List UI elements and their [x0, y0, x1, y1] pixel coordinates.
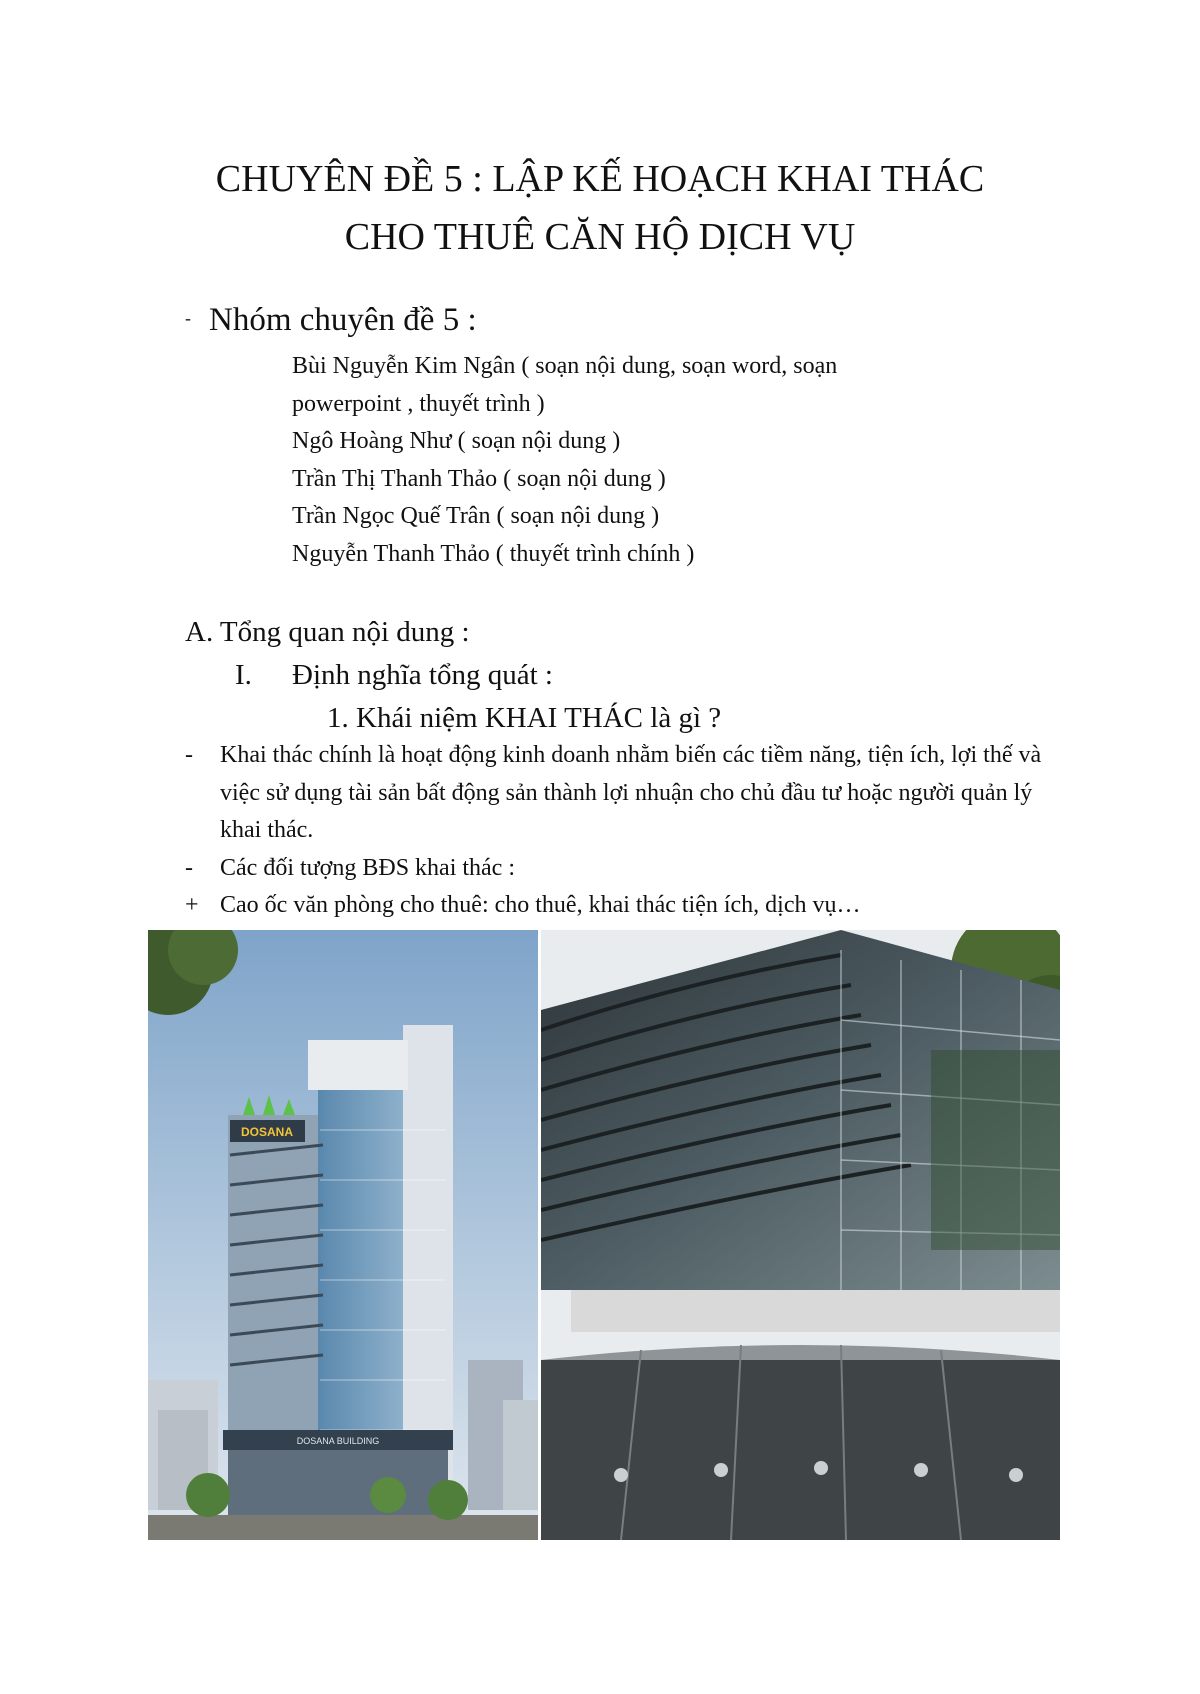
bullet-item — [185, 887, 1065, 925]
bullet-mark: - — [185, 742, 193, 768]
group-heading-text: Nhóm chuyên đề 5 : — [209, 302, 477, 338]
bullet-text: Cao ốc văn phòng cho thuê: cho thuê, khai thác tiện ích, dịch vụ… — [220, 892, 861, 918]
bullet-mark: + — [185, 892, 199, 918]
bullet-text: Các đối tượng BĐS khai thác : — [220, 854, 515, 881]
bullet-item — [185, 850, 1065, 888]
member-line: Trần Ngọc Quế Trân ( soạn nội dung ) — [292, 503, 660, 529]
member-line: Bùi Nguyễn Kim Ngân ( soạn nội dung, soạn word, soạn — [292, 353, 838, 379]
office-tower-photo — [148, 930, 538, 1540]
member-line: Nguyễn Thanh Thảo ( thuyết trình chính ) — [292, 540, 695, 567]
title-line-2: CHO THUÊ CĂN HỘ DỊCH VỤ — [344, 216, 856, 258]
member-line: Ngô Hoàng Như ( soạn nội dung ) — [292, 428, 621, 454]
tower-sign: DOSANA — [240, 1125, 294, 1139]
bullet-mark: - — [185, 854, 193, 881]
glass-facade-icon — [541, 930, 1060, 1540]
group-heading — [185, 300, 477, 344]
bullet-text: Khai thác chính là hoạt động kinh doanh nhằm biến các tiềm năng, tiện ích, lợi thế và việc sử dụng tài sản bất động sản thành lợi nhuận cho chủ đầu tư hoặc người quản lý khai thác. — [220, 742, 1042, 843]
section-1-heading: 1. Khái niệm KHAI THÁC là gì ? — [327, 702, 722, 734]
tower-base-sign: DOSANA BUILDING — [296, 1436, 380, 1446]
title-line-1: CHUYÊN ĐỀ 5 : LẬP KẾ HOẠCH KHAI THÁC — [215, 158, 985, 200]
bullet-list — [185, 737, 1065, 925]
section-i-number: I. — [235, 659, 252, 691]
document-title — [100, 150, 1100, 266]
office-tower-icon — [148, 930, 538, 1540]
photo-strip — [148, 930, 1060, 1540]
glass-facade-photo — [541, 930, 1060, 1540]
member-line: powerpoint , thuyết trình ) — [292, 390, 545, 417]
member-list — [292, 348, 992, 573]
member-line: Trần Thị Thanh Thảo ( soạn nội dung ) — [292, 465, 666, 492]
section-i-text: Định nghĩa tổng quát : — [292, 659, 553, 691]
section-i-heading — [235, 655, 553, 695]
section-a-heading: A. Tổng quan nội dung : — [185, 616, 470, 648]
bullet-item — [185, 737, 1065, 850]
group-dash: - — [185, 308, 191, 328]
